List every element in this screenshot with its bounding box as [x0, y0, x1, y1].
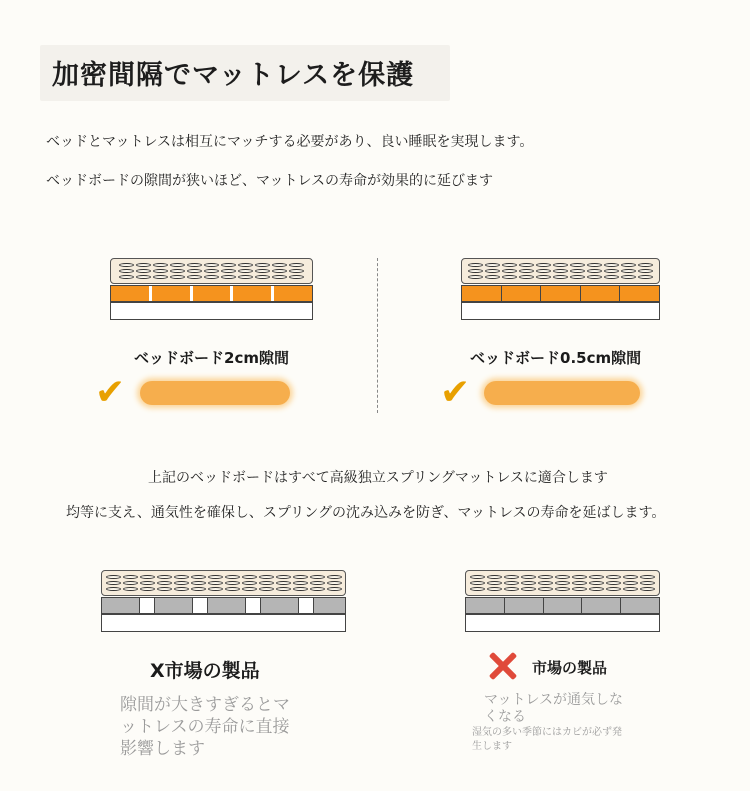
x-market-product-desc [120, 694, 290, 760]
x-market-product-title: X市場の製品 [150, 660, 260, 682]
market-product-desc [484, 692, 623, 726]
section-title: 加密間隔でマットレスを保護 [52, 60, 415, 91]
bed-base [461, 302, 660, 320]
caption-0-5cm: ベッドボード0.5cm隙間 [470, 349, 642, 367]
note-line: 湿気の多い季節にはカビが必ず発 [472, 727, 622, 738]
mattress-diagram-large-gaps [101, 570, 346, 634]
desc-line: 隙間が大きすぎるとマ [120, 695, 290, 715]
mattress-diagram-0-5cm [461, 258, 660, 322]
market-product-title: 市場の製品 [532, 659, 608, 677]
spring-layer [110, 258, 313, 284]
caption-2cm: ベッドボード2cm隙間 [134, 349, 289, 367]
bed-base [101, 614, 346, 632]
slat-board [101, 597, 346, 614]
slat-board [110, 285, 313, 302]
mattress-diagram-2cm [110, 258, 313, 322]
intro-line-1: ベッドとマットレスは相互にマッチする必要があり、良い睡眠を実現します。 [46, 134, 534, 150]
note-line: 生します [472, 741, 512, 752]
desc-line: くなる [484, 709, 526, 725]
blurred-stamp [140, 381, 290, 405]
dashed-divider [377, 258, 378, 413]
cross-icon [488, 651, 518, 681]
spring-layer [101, 570, 346, 596]
slat-board [465, 597, 660, 614]
spring-layer [461, 258, 660, 284]
check-icon: ✔ [95, 372, 126, 413]
middle-line-1: 上記のベッドボードはすべて高級独立スプリングマットレスに適合します [148, 470, 608, 486]
section-title-box [40, 45, 450, 101]
desc-line: 影響します [120, 739, 205, 759]
mattress-diagram-no-gaps [465, 570, 660, 634]
middle-line-2: 均等に支え、通気性を確保し、スプリングの沈み込みを防ぎ、マットレスの寿命を延ばします。 [66, 505, 666, 521]
desc-line: ットレスの寿命に直接 [120, 717, 290, 737]
blurred-stamp [484, 381, 640, 405]
slat-board [461, 285, 660, 302]
check-icon: ✔ [440, 372, 471, 413]
intro-line-2: ベッドボードの隙間が狭いほど、マットレスの寿命が効果的に延びます [46, 173, 494, 189]
market-product-note [472, 726, 622, 754]
bed-base [110, 302, 313, 320]
desc-line: マットレスが通気しな [484, 692, 624, 708]
spring-layer [465, 570, 660, 596]
bed-base [465, 614, 660, 632]
